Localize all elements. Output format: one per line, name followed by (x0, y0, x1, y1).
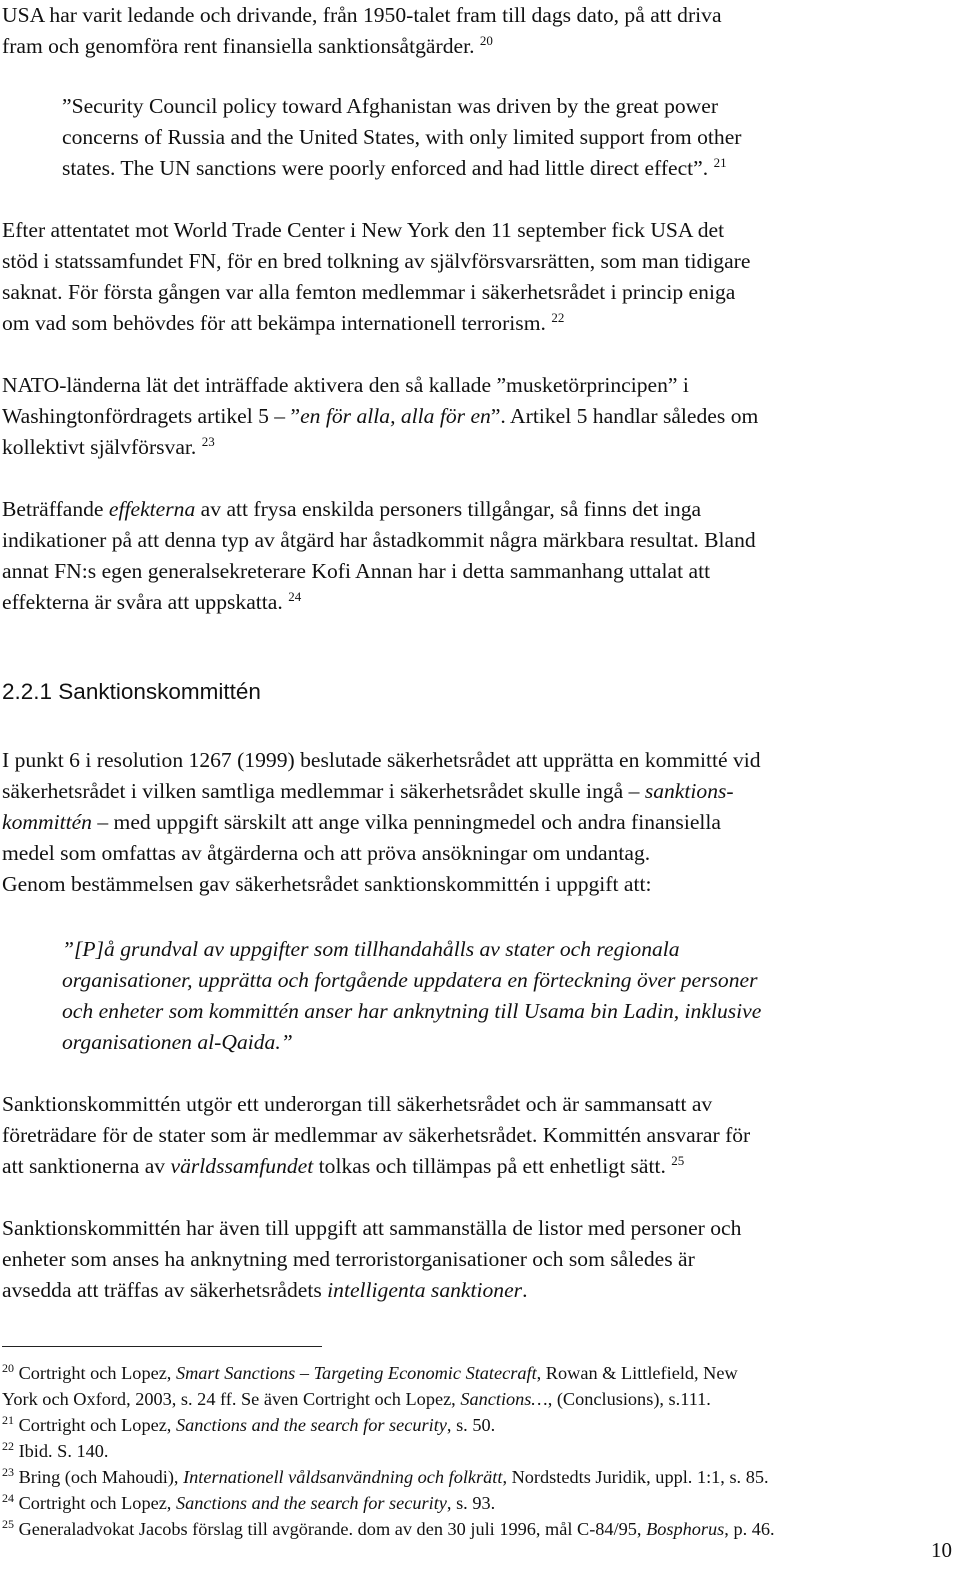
footnote-ref: 23 (201, 434, 215, 449)
page-number: 10 (931, 1538, 952, 1562)
footnote-separator (2, 1346, 322, 1347)
paragraph-effekterna: Beträffande effekterna av att frysa enskilda personers tillgångar, så finns det inga indikationer på att denna typ av åtgärd har åstadkommit några märkbara resultat. Bland annat FN:s egen generalsekreterare Kofi Annan har i detta sammanhang uttalat att effekterna är svåra att uppskatta. $^{24}$ (2, 497, 756, 614)
footnote-21: $^{21}$ Cortright och Lopez, Sanctions and the search for security, s. 50. (2, 1413, 496, 1435)
footnote-24: $^{24}$ Cortright och Lopez, Sanctions and the search for security, s. 93. (2, 1491, 496, 1513)
section-heading: 2.2.1 Sanktionskommittén (2, 679, 261, 704)
footnote-ref: 21 (713, 155, 727, 170)
footnote-ref: 24 (288, 589, 302, 604)
paragraph-usa-sanctions: USA har varit ledande och drivande, från 1950-talet fram till dags dato, på att driva fram och genomföra rent finansiella sanktionsåtgärder. $^{20}$ (2, 3, 722, 58)
footnote-ref: 25 (671, 1153, 685, 1168)
paragraph-resolution-1267: I punkt 6 i resolution 1267 (1999) beslutade säkerhetsrådet att upprätta en kommitté vid säkerhetsrådet i vilken samtliga medlemmar i säkerhetsrådet skulle ingå – sanktions- kommittén – med uppgift särskilt att ange vilka penningmedel och andra finansiella medel som omfattas av åtgärderna och att pröva ansökningar om undantag. Genom bestämmelsen gav säkerhetsrådet sanktionskommittén i uppgift att: (2, 748, 761, 896)
quote-security-council: ”Security Council policy toward Afghanistan was driven by the great power concerns of Russia and the United States, with only limited support from other states. The UN sanctions were poorly enforced and had little direct effect”. $^{21}$ (62, 94, 742, 180)
footnote-25: $^{25}$ Generaladvokat Jacobs förslag till avgörande. dom av den 30 juli 1996, mål C-84/95, Bosphorus, p. 46. (2, 1517, 775, 1539)
footnote-ref: 22 (551, 310, 565, 325)
footnote-20: $^{20}$ Cortright och Lopez, Smart Sanctions – Targeting Economic Statecraft, Rowan & Littlefield, New York och Oxford, 2003, s. 24 ff. Se även Cortright och Lopez, Sanctions…, (Conclusions), s.111. (2, 1361, 738, 1409)
footnote-22: $^{22}$ Ibid. S. 140. (2, 1439, 109, 1461)
paragraph-underorgan: Sanktionskommittén utgör ett underorgan till säkerhetsrådet och är sammansatt av företrädare för de stater som är medlemmar av säkerhetsrådet. Kommittén ansvarar för att sanktionerna av världssamfundet tolkas och tillämpas på ett enhetligt sätt. $^{25}$ (2, 1092, 751, 1178)
paragraph-world-trade-center: Efter attentatet mot World Trade Center i New York den 11 september fick USA det stöd i statssamfundet FN, för en bred tolkning av självförsvarsrätten, som man tidigare saknat. För första gången var alla femton medlemmar i säkerhetsrådet i princip eniga om vad som behövdes för att bekämpa internationell terrorism. $^{22}$ (2, 218, 751, 335)
paragraph-nato: NATO-länderna lät det inträffade aktivera den så kallade ”musketörprincipen” i Washingtonfördragets artikel 5 – ”en för alla, alla för en”. Artikel 5 handlar således om kollektivt självförsvar. $^{23}$ (2, 373, 759, 459)
paragraph-listor: Sanktionskommittén har även till uppgift att sammanställa de listor med personer och enheter som anses ha anknytning med terroristorganisationer och som således är avsedda att träffas av säkerhetsrådets intelligenta sanktioner. (2, 1216, 742, 1302)
footnote-ref: 20 (479, 33, 493, 48)
footnote-23: $^{23}$ Bring (och Mahoudi), Internationell våldsanvändning och folkrätt, Nordstedts Juridik, uppl. 1:1, s. 85. (2, 1465, 769, 1487)
quote-resolution: ”[P]å grundval av uppgifter som tillhandahålls av stater och regionala organisationer, upprätta och fortgående uppdatera en förteckning över personer och enheter som kommittén anser har anknytning till Usama bin Ladin, inklusive organisationen al-Qaida.” (62, 937, 762, 1054)
